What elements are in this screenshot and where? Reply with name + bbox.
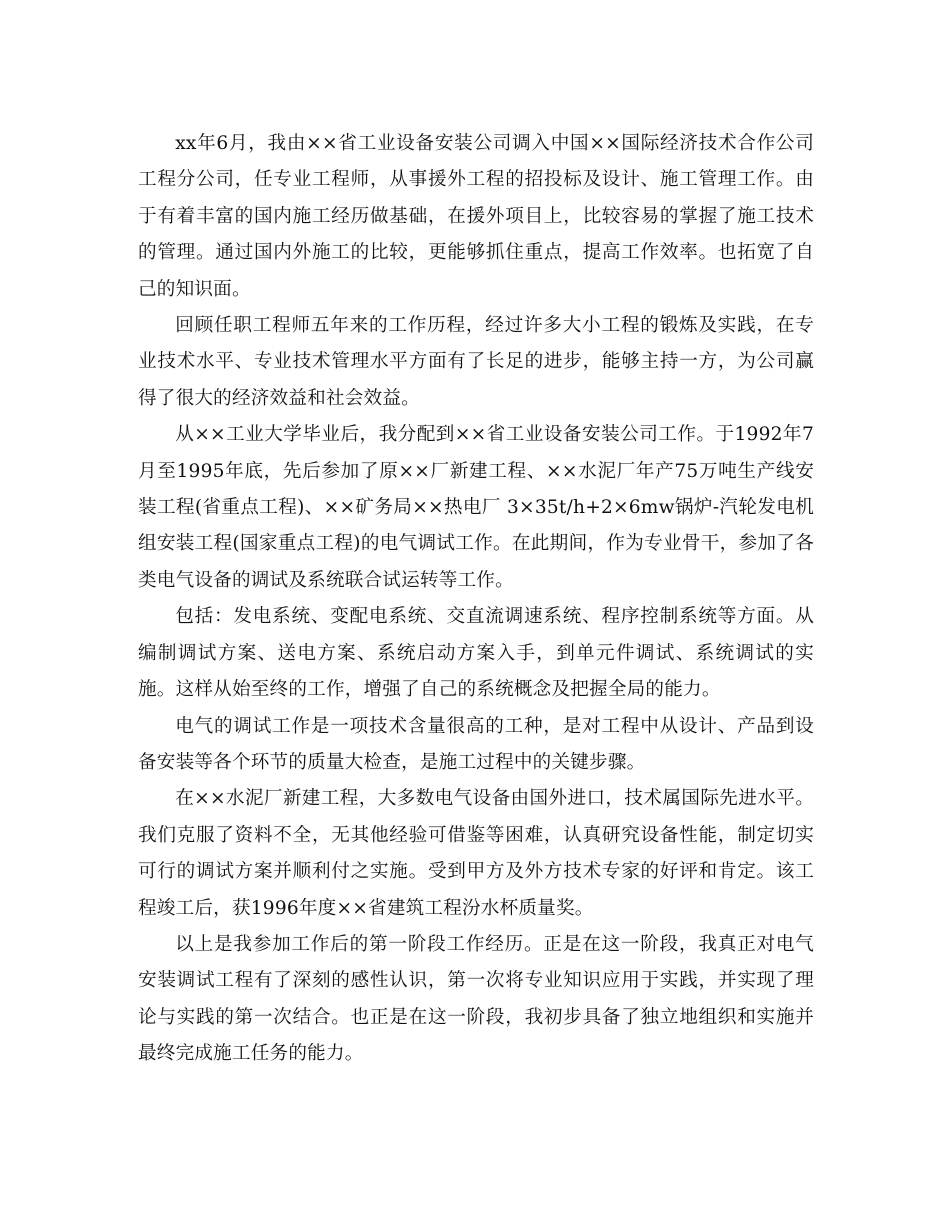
paragraph-1: xx年6月，我由××省工业设备安装公司调入中国××国际经济技术合作公司工程分公司，任专业工程师，从事援外工程的招投标及设计、施工管理工作。由于有着丰富的国内施工经历做基础，在援外项目上，比较容易的掌握了施工技术的管理。通过国内外施工的比较，更能够抓住重点，提高工作效率。也拓宽了自己的知识面。 xyxy=(138,133,814,300)
paragraph-4: 包括：发电系统、变配电系统、交直流调速系统、程序控制系统等方面。从编制调试方案、送电方案、系统启动方案入手，到单元件调试、系统调试的实施。这样从始至终的工作，增强了自己的系统概念及把握全局的能力。 xyxy=(138,606,814,701)
paragraph-6: 在××水泥厂新建工程，大多数电气设备由国外进口，技术属国际先进水平。我们克服了资料不全，无其他经验可借鉴等困难，认真研究设备性能，制定切实可行的调试方案并顺利付之实施。受到甲方及外方技术专家的好评和肯定。该工程竣工后，获1996年度××省建筑工程汾水杯质量奖。 xyxy=(138,788,814,919)
paragraph-5: 电气的调试工作是一项技术含量很高的工种，是对工程中从设计、产品到设备安装等各个环节的质量大检查，是施工过程中的关键步骤。 xyxy=(138,715,814,773)
paragraph-7: 以上是我参加工作后的第一阶段工作经历。正是在这一阶段，我真正对电气安装调试工程有了深刻的感性认识，第一次将专业知识应用于实践，并实现了理论与实践的第一次结合。也正是在这一阶段，我初步具备了独立地组织和实施并最终完成施工任务的能力。 xyxy=(138,933,814,1065)
paragraph-3: 从××工业大学毕业后，我分配到××省工业设备安装公司工作。于1992年7月至1995年底，先后参加了原××厂新建工程、××水泥厂年产75万吨生产线安装工程(省重点工程)、××矿务局××热电厂 3×35t/h+2×6mw锅炉-汽轮发电机组安装工程(国家重点工程)的电气调试工作。在此期间，作为专业骨干，参加了各类电气设备的调试及系统联合试运转等工作。 xyxy=(138,424,814,591)
document-body xyxy=(138,126,814,1073)
paragraph-2: 回顾任职工程师五年来的工作历程，经过许多大小工程的锻炼及实践，在专业技术水平、专业技术管理水平方面有了长足的进步，能够主持一方，为公司赢得了很大的经济效益和社会效益。 xyxy=(138,315,814,409)
